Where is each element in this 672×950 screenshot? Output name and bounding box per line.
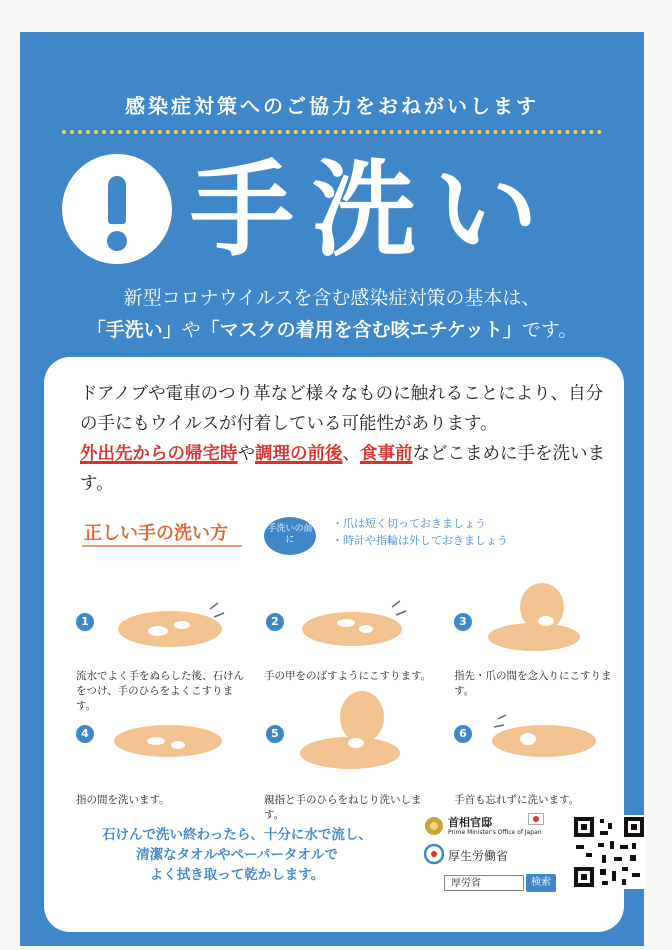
page-title: 手洗い (190, 149, 557, 271)
poster-background (20, 32, 644, 946)
wash-line3: よく拭き取って乾かします。 (149, 867, 325, 883)
intro-emphasis-handwash: 「手洗い」 (86, 319, 182, 341)
tip-watch-rings: ・時計や指輪は外しておきましょう (332, 534, 508, 547)
panel-para-end: などこまめに手を洗います。 (80, 444, 605, 494)
step-caption-2: 手の甲をのばすようにこすります。 (264, 670, 432, 682)
search-button[interactable]: 検索 (526, 874, 556, 892)
tip-nails: ・爪は短く切っておきましょう (332, 517, 486, 530)
wash-line1: 石けんで洗い終わったら、十分に水で流し、 (102, 827, 372, 843)
step-caption-3: 指先・爪の間を念入りにこすります。 (454, 670, 612, 697)
kantei-english-name: Prime Minister's Office of Japan (448, 829, 542, 836)
timing-return-home: 外出先からの帰宅時 (80, 444, 238, 464)
intro-connector: や (181, 319, 201, 341)
dotted-divider (62, 130, 602, 134)
step-number-6: 6 (454, 725, 472, 743)
exclamation-dot (107, 231, 127, 251)
step-number-4: 4 (76, 725, 94, 743)
timing-cooking: 調理の前後 (255, 444, 343, 464)
hand-illustration-4 (110, 711, 226, 771)
step-caption-5: 親指と手のひらをねじり洗いします。 (264, 794, 422, 821)
japan-flag-icon (528, 813, 544, 825)
after-washing-text (72, 825, 402, 885)
step-caption-4: 指の間を洗います。 (76, 794, 170, 806)
japan-flag-circle (533, 816, 539, 822)
hand-illustration-2 (296, 597, 408, 657)
intro-emphasis-mask: 「マスクの着用を含む咳エチケット」 (200, 319, 522, 341)
qr-code[interactable] (572, 815, 646, 889)
timing-connector1: や (237, 444, 255, 464)
step-caption-1: 流水でよく手をぬらした後、石けんをつけ、手のひらをよくこすります。 (76, 670, 244, 712)
wash-line2: 清潔なタオルやペーパータオルで (136, 847, 338, 863)
hand-illustration-6 (488, 711, 598, 771)
mhlw-logo-icon (424, 843, 444, 865)
before-washing-bubble: 手洗いの前に (264, 517, 316, 555)
timing-before-meal: 食事前 (360, 444, 413, 464)
step-caption-6: 手首も忘れずに洗います。 (454, 794, 580, 806)
intro-line1: 新型コロナウイルスを含む感染症対策の基本は、 (123, 287, 541, 309)
step-number-1: 1 (76, 613, 94, 631)
step-number-5: 5 (266, 725, 284, 743)
kantei-seal-icon (424, 815, 444, 837)
search-input[interactable]: 厚労省 (444, 875, 524, 891)
kantei-name: 首相官邸 (448, 816, 492, 829)
hand-illustration-1 (110, 597, 226, 657)
howto-title: 正しい手の洗い方 (84, 523, 228, 544)
exclamation-bar (108, 176, 126, 224)
intro-line2 (20, 314, 644, 346)
panel-para1: ドアノブや電車のつり革など様々なものに触れることにより、自分の手にもウイルスが付着している可能性があります。 (80, 384, 604, 434)
hand-illustration-3 (484, 579, 594, 659)
tips-list (332, 515, 508, 549)
panel-paragraph (80, 379, 608, 499)
mhlw-name: 厚生労働省 (448, 849, 509, 863)
step-number-3: 3 (454, 613, 472, 631)
hand-illustration-5 (296, 687, 408, 779)
intro-text (20, 282, 644, 346)
howto-underline (82, 545, 242, 547)
intro-ending: です。 (521, 319, 578, 341)
timing-connector2: 、 (342, 444, 360, 464)
headline: 感染症対策へのご協力をおねがいします (125, 94, 539, 118)
step-number-2: 2 (266, 613, 284, 631)
info-panel (44, 357, 624, 932)
